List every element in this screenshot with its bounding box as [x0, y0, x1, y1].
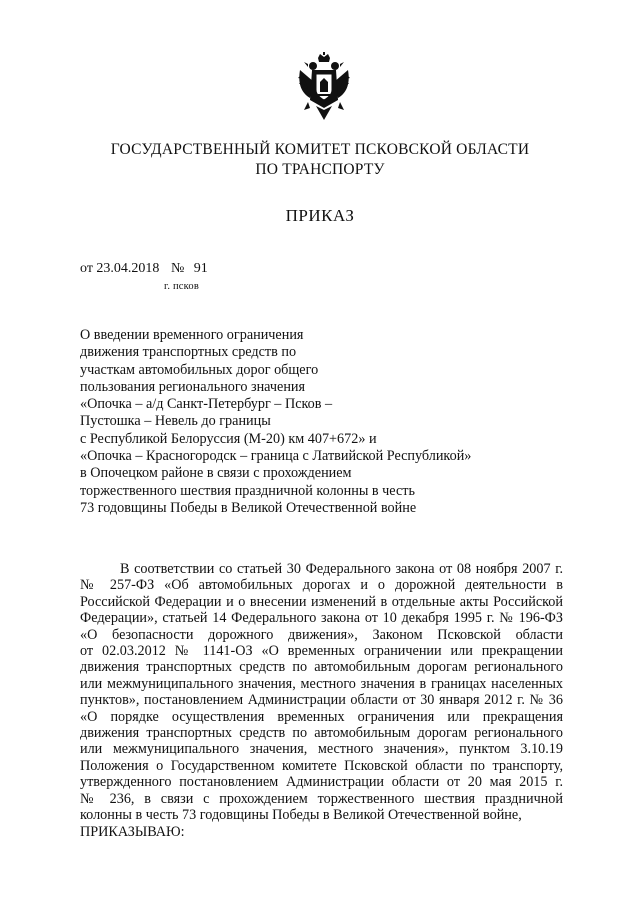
body-line: Положения о Государственном комитете Псковской области по транспорту, [80, 757, 563, 774]
organization-name-continued: ПО ТРАНСПОРТУ [255, 161, 385, 178]
body-line: от 02.03.2012 № 1141-ОЗ «О временных ограничении или прекращении [80, 643, 563, 660]
coat-of-arms-icon [296, 52, 352, 122]
body-line: утвержденного постановлением Администрации области от 20 мая 2015 г. [80, 774, 563, 791]
subject-line: пользования регионального значения [80, 378, 306, 395]
order-city: г. псков [164, 281, 200, 292]
order-body [80, 561, 563, 840]
subject-line: с Республикой Белоруссия (М-20) км 407+672» и [80, 430, 377, 447]
body-line: № 257-ФЗ «Об автомобильных дорогах и о дорожной деятельности в [80, 577, 563, 594]
body-line: пунктов», постановлением Администрации области от 30 января 2012 г. № 36 [80, 692, 563, 709]
body-line: движения транспортных средств по автомобильным дорогам регионального [80, 725, 563, 742]
body-line: или межмуниципального значения, местного значения», пунктом 3.10.19 [80, 741, 563, 758]
subject-line: О введении временного ограничения [80, 327, 304, 343]
body-line: движения транспортных средств по автомобильным дорогам регионального [80, 659, 563, 676]
body-line: В соответствии со статьей 30 Федерального закона от 08 ноября 2007 г. [120, 561, 563, 577]
subject-line: «Опочка – а/д Санкт-Петербург – Псков – [80, 396, 333, 413]
order-subject [80, 327, 550, 517]
order-date-number [80, 261, 208, 277]
body-line: колонны в честь 73 годовщины Победы в Великой Отечественной войне, [80, 807, 522, 824]
order-directive: ПРИКАЗЫВАЮ: [80, 823, 185, 840]
subject-line: «Опочка – Красногородск – граница с Латвийской Республикой» [80, 448, 472, 465]
body-line: или межмуниципального значения, местного значения в границах населенных [80, 675, 563, 692]
body-line: «О порядке осуществления временных ограничения или прекращения [80, 708, 563, 725]
body-line: № 236, в связи с прохождением торжественного шествия праздничной [80, 790, 563, 807]
organization-name: ГОСУДАРСТВЕННЫЙ КОМИТЕТ ПСКОВСКОЙ ОБЛАСТИ [110, 141, 530, 158]
body-line: «О безопасности дорожного движения», Законом Псковской области [80, 626, 563, 643]
subject-line: 73 годовщины Победы в Великой Отечественной войне [80, 499, 417, 516]
body-line: Федерации», статьей 14 Федерального закона от 10 декабря 1995 г. № 196-ФЗ [80, 610, 563, 627]
subject-line: движения транспортных средств по [80, 344, 297, 361]
order-date: от 23.04.2018 [80, 261, 160, 276]
document-type: ПРИКАЗ [285, 206, 355, 225]
subject-line: Пустошка – Невель до границы [80, 413, 271, 430]
subject-line: торжественного шествия праздничной колонны в честь [80, 482, 415, 499]
subject-line: участкам автомобильных дорог общего [80, 361, 319, 378]
order-number: 91 [193, 261, 208, 276]
subject-line: в Опочецком районе в связи с прохождением [80, 465, 352, 482]
body-line: Российской Федерации и о внесении изменений в отдельные акты Российской [80, 593, 563, 610]
order-number-label: № [170, 261, 185, 276]
